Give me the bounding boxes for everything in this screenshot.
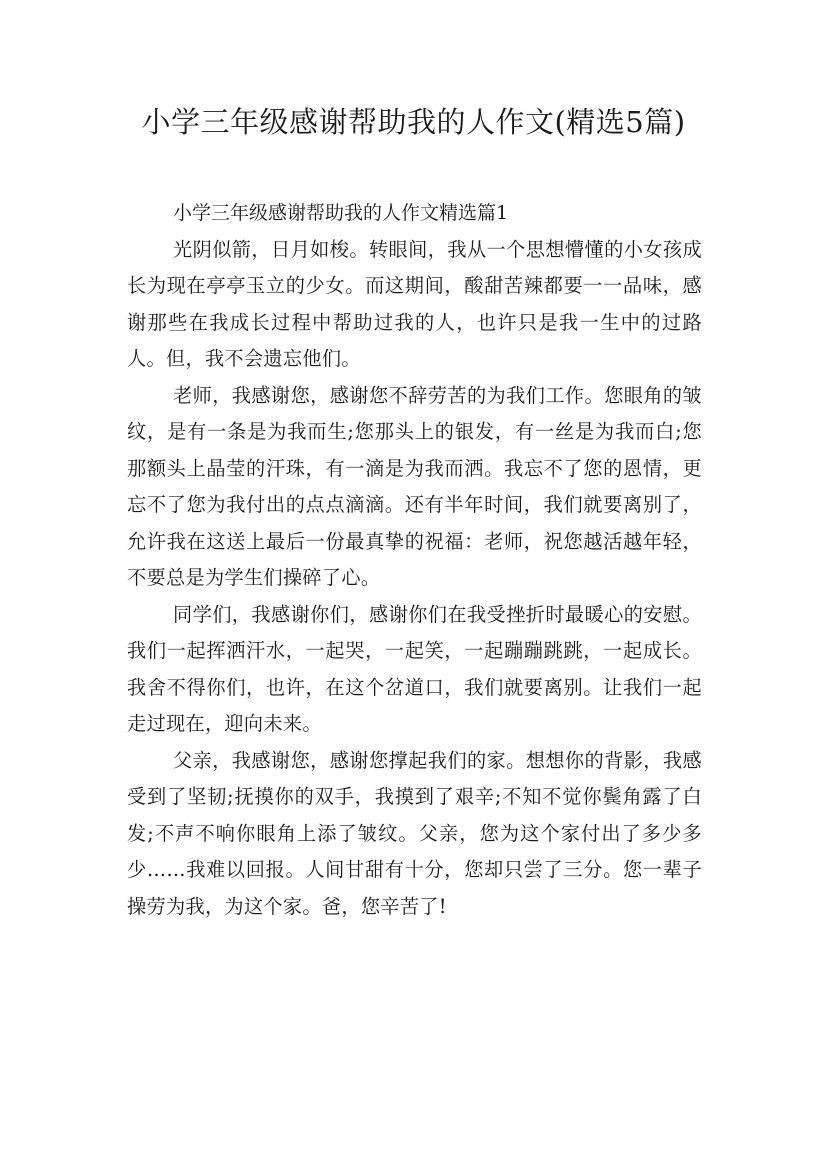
section-heading: 小学三年级感谢帮助我的人作文精选篇1 [173, 202, 509, 224]
document-body [127, 195, 702, 925]
paragraph-2: 老师，我感谢您，感谢您不辞劳苦的为我们工作。您眼角的皱纹，是有一条是为我而生;您那头上的银发，有一丝是为我而白;您那额头上晶莹的汗珠，有一滴是为我而洒。我忘不了您的恩情，更忘不了您为我付出的点点滴滴。还有半年时间，我们就要离别了，允许我在这送上最后一份最真挚的祝福：老师，祝您越活越年轻，不要总是为学生们操碎了心。 [127, 383, 702, 589]
paragraph-1: 光阴似箭，日月如梭。转眼间，我从一个思想懵懂的小女孩成长为现在亭亭玉立的少女。而这期间，酸甜苦辣都要一一品味，感谢那些在我成长过程中帮助过我的人，也许只是我一生中的过路人。但，我不会遗忘他们。 [127, 237, 702, 370]
document-title: 小学三年级感谢帮助我的人作文(精选5篇) [141, 105, 686, 139]
paragraph-3: 同学们，我感谢你们，感谢你们在我受挫折时最暖心的安慰。我们一起挥洒汗水，一起哭，一起笑，一起蹦蹦跳跳，一起成长。我舍不得你们，也许，在这个岔道口，我们就要离别。让我们一起走过现在，迎向未来。 [127, 602, 702, 735]
paragraph-4: 父亲，我感谢您，感谢您撑起我们的家。想想你的背影，我感受到了坚韧;抚摸你的双手，我摸到了艰辛;不知不觉你鬓角露了白发;不声不响你眼角上添了皱纹。父亲，您为这个家付出了多少多少……我难以回报。人间甘甜有十分，您却只尝了三分。您一辈子操劳为我，为这个家。爸，您辛苦了! [127, 748, 702, 918]
